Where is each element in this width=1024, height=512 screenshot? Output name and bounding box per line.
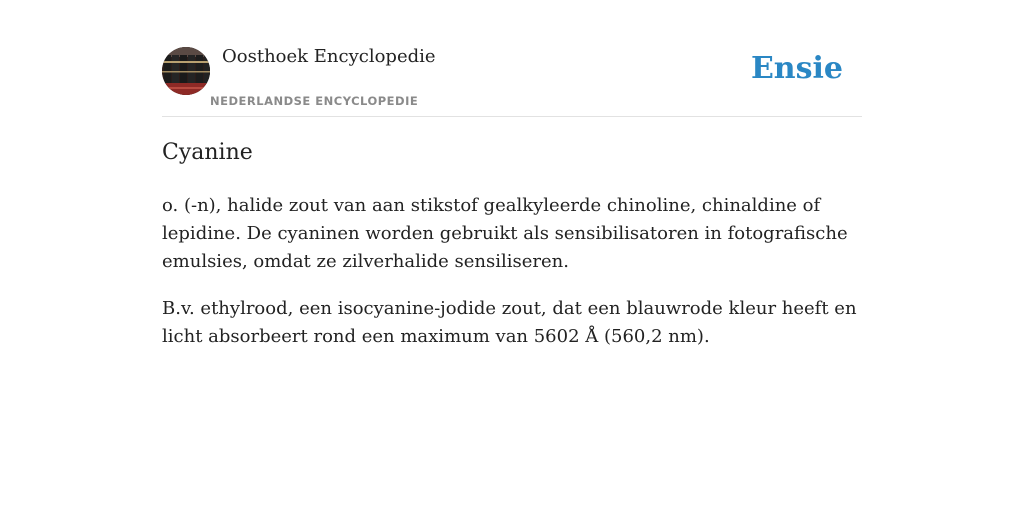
article-title: Cyanine: [162, 140, 253, 165]
article-paragraph: B.v. ethylrood, een isocyanine-jodide zout, dat een blauwrode kleur heeft en licht absorbeert rond een maximum van 5602 Å (560,2 nm).: [162, 298, 857, 347]
article-body: [162, 192, 862, 370]
page-container: [162, 0, 862, 347]
brand-logo-link[interactable]: Ensie: [750, 51, 843, 86]
source-title[interactable]: Oosthoek Encyclopedie: [222, 46, 436, 67]
page-header: [162, 0, 862, 117]
encyclopedia-books-icon: [162, 47, 210, 95]
article-paragraph: o. (-n), halide zout van aan stikstof gealkyleerde chinoline, chinaldine of lepidine. De cyaninen worden gebruikt als sensibilisatoren in fotografische emulsies, omdat ze zilverhalide sensiliseren.: [162, 195, 848, 272]
source-avatar[interactable]: [162, 47, 210, 95]
source-subtitle: NEDERLANDSE ENCYCLOPEDIE: [210, 94, 419, 108]
